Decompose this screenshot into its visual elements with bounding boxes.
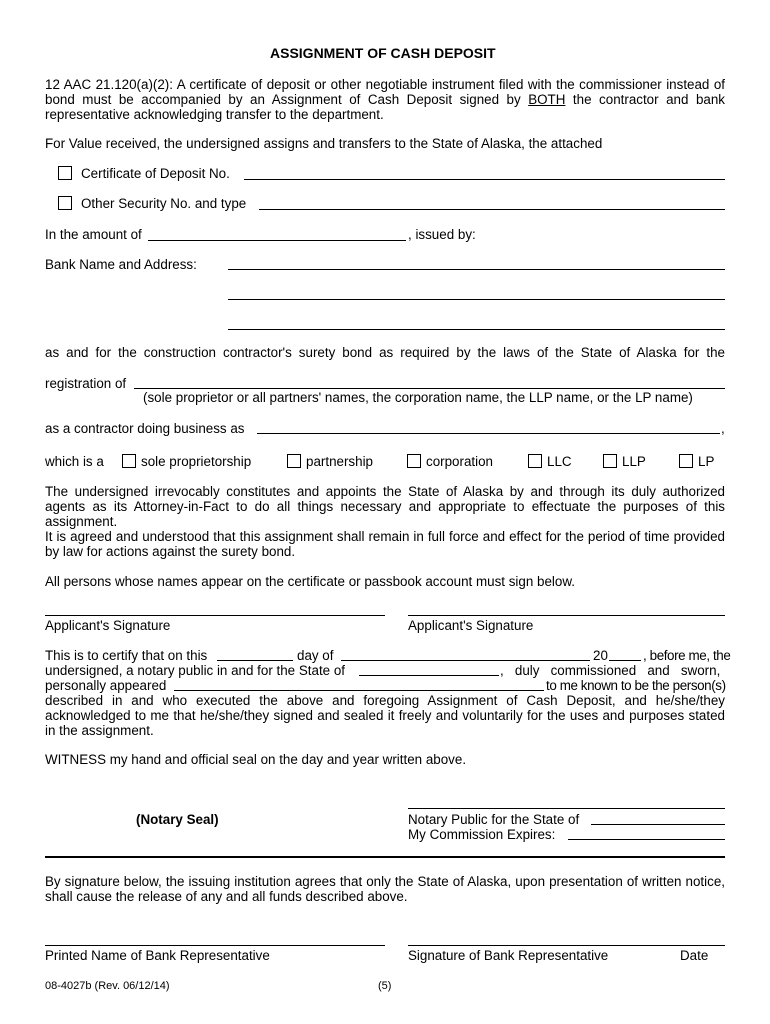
commission-expires-label: My Commission Expires:	[408, 827, 556, 842]
date-label: Date	[680, 948, 709, 963]
amount-label: In the amount of	[45, 227, 142, 242]
dba-comma: ,	[721, 421, 725, 436]
all-persons-text: All persons whose names appear on the certificate or passbook account must sign below.	[45, 574, 575, 589]
applicant-signature-label-right: Applicant's Signature	[408, 618, 534, 633]
notary-rest-paragraph: described in and who executed the above and foregoing Assignment of Cash Deposit, and he/she/they acknowledged to me that he/she/they signed and sealed it freely and voluntarily for the uses and purposes stated in the assignment.	[45, 693, 725, 738]
notary-public-state-field[interactable]	[591, 824, 725, 825]
printed-name-label: Printed Name of Bank Representative	[45, 948, 270, 963]
bank-address-line-1[interactable]	[228, 269, 725, 270]
notary-year-prefix: 20	[593, 648, 608, 663]
intro-both: BOTH	[528, 92, 566, 107]
applicant-signature-line-left[interactable]	[45, 615, 385, 616]
certificate-deposit-label: Certificate of Deposit No.	[81, 166, 230, 181]
notary-appeared-field[interactable]	[174, 690, 544, 691]
page-title: ASSIGNMENT OF CASH DEPOSIT	[270, 45, 496, 61]
page-number: (5)	[378, 980, 392, 992]
sole-proprietorship-label: sole proprietorship	[141, 454, 252, 469]
sole-proprietorship-checkbox[interactable]	[122, 454, 136, 468]
bank-name-label: Bank Name and Address:	[45, 257, 197, 272]
lp-checkbox[interactable]	[679, 454, 693, 468]
notary-seal-label: (Notary Seal)	[136, 812, 219, 827]
llc-label: LLC	[547, 454, 572, 469]
amount-field[interactable]	[148, 240, 406, 241]
other-security-field[interactable]	[259, 209, 725, 210]
which-is-label: which is a	[45, 454, 104, 469]
notary-month-field[interactable]	[341, 660, 590, 661]
section-divider	[45, 856, 725, 858]
notary-certify-text: This is to certify that on this	[45, 648, 208, 663]
printed-name-line[interactable]	[45, 945, 385, 946]
bank-address-line-2[interactable]	[228, 299, 725, 300]
registration-hint: (sole proprietor or all partners' names, the corporation name, the LLP name, or the LP name)	[143, 390, 693, 405]
bank-signature-line[interactable]	[408, 945, 725, 946]
issued-by-label: , issued by:	[408, 227, 476, 242]
applicant-signature-line-right[interactable]	[408, 615, 725, 616]
applicant-signature-label-left: Applicant's Signature	[45, 618, 171, 633]
llp-checkbox[interactable]	[603, 454, 617, 468]
notary-appeared-text: personally appeared	[45, 678, 167, 693]
partnership-checkbox[interactable]	[287, 454, 301, 468]
notary-known-text: to me known to be the person(s)	[546, 678, 726, 693]
registration-label: registration of	[45, 376, 127, 391]
notary-public-label: Notary Public for the State of	[408, 812, 580, 827]
construction-text: as and for the construction contractor's surety bond as required by the laws of the State of Alaska for the	[45, 345, 725, 360]
other-security-checkbox[interactable]	[58, 196, 72, 210]
bank-address-line-3[interactable]	[228, 329, 725, 330]
corporation-checkbox[interactable]	[407, 454, 421, 468]
certificate-deposit-checkbox[interactable]	[58, 166, 72, 180]
notary-state-field[interactable]	[359, 675, 499, 676]
notary-year-field[interactable]	[609, 660, 641, 661]
notary-state-text: undersigned, a notary public in and for the State of	[45, 663, 346, 678]
dba-label: as a contractor doing business as	[45, 421, 245, 436]
llp-label: LLP	[622, 454, 646, 469]
partnership-label: partnership	[306, 454, 373, 469]
intro-paragraph	[45, 77, 725, 122]
corporation-label: corporation	[426, 454, 493, 469]
witness-text: WITNESS my hand and official seal on the day and year written above.	[45, 752, 467, 767]
certificate-deposit-field[interactable]	[244, 179, 725, 180]
agreed-paragraph: It is agreed and understood that this assignment shall remain in full force and effect for the period of time provided by law for actions against the surety bond.	[45, 529, 725, 559]
notary-signature-line[interactable]	[408, 808, 725, 809]
other-security-label: Other Security No. and type	[81, 196, 247, 211]
dba-field[interactable]	[257, 433, 720, 434]
notary-before-me-text: , before me, the	[643, 648, 731, 663]
intro-part2: the contractor and bank representative acknowledging transfer to the department.	[45, 92, 725, 122]
value-received-text: For Value received, the undersigned assigns and transfers to the State of Alaska, the attached	[45, 136, 603, 151]
commission-expires-field[interactable]	[568, 839, 725, 840]
bank-release-paragraph: By signature below, the issuing institution agrees that only the State of Alaska, upon presentation of written notice, shall cause the release of any and all funds described above.	[45, 874, 725, 904]
notary-day-field[interactable]	[217, 660, 293, 661]
lp-label: LP	[698, 454, 715, 469]
registration-field[interactable]	[134, 388, 725, 389]
irrevocable-paragraph: The undersigned irrevocably constitutes and appoints the State of Alaska by and through its duly authorized agents as its Attorney-in-Fact to do all things necessary and appropriate to effectuate the purposes of this assignment.	[45, 484, 725, 529]
form-number: 08-4027b (Rev. 06/12/14)	[45, 980, 170, 992]
notary-commissioned-text: , duly commissioned and sworn,	[500, 663, 721, 678]
notary-day-of-text: day of	[297, 648, 334, 663]
bank-signature-label: Signature of Bank Representative	[408, 948, 609, 963]
llc-checkbox[interactable]	[528, 454, 542, 468]
intro-part1: 12 AAC 21.120(a)(2): A certificate of deposit or other negotiable instrument filed with the commissioner instead of bond must be accompanied by an Assignment of Cash Deposit signed by	[45, 77, 725, 107]
